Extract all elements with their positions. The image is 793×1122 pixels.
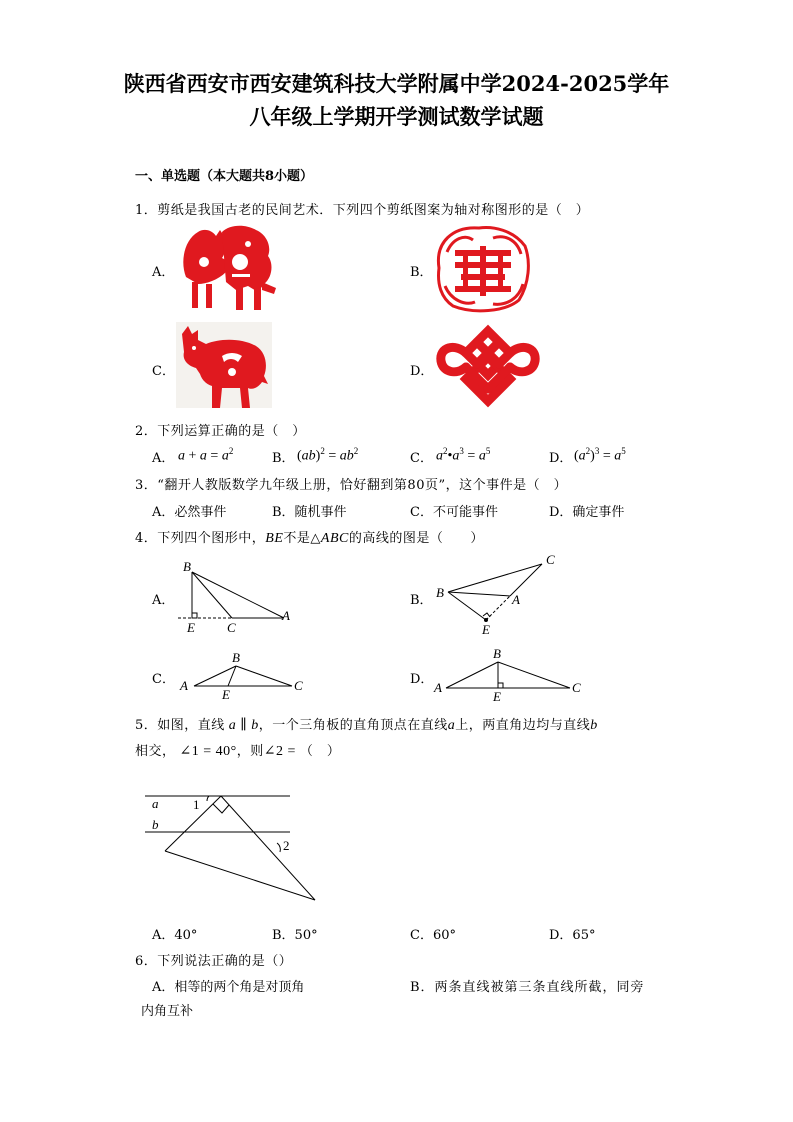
q6-option-b-continued: 内角互补 xyxy=(141,1004,194,1019)
q4-option-b-label: B． xyxy=(410,593,433,608)
q2-option-a-math: $a + a = a^2$ xyxy=(178,446,234,464)
q6-option-b: B．两条直线被第三条直线所截，同旁 xyxy=(410,980,645,995)
papercut-ox-image xyxy=(176,322,272,408)
q5-option-c: C．60° xyxy=(410,928,456,943)
section-header: 一、单选题（本大题共8小题） xyxy=(135,169,314,184)
q6-option-a: A．相等的两个角是对顶角 xyxy=(152,980,305,995)
q3-option-b: B．随机事件 xyxy=(272,505,347,520)
q2-option-d-label: D． xyxy=(549,451,573,466)
q4c-label-b: B xyxy=(232,650,240,665)
q4b-label-b: B xyxy=(436,585,444,600)
q2-option-c-label: C． xyxy=(410,451,433,466)
q4b-label-c: C xyxy=(546,552,555,567)
question-3-stem: 3．“翻开人教版数学九年级上册，恰好翻到第80页”，这个事件是（ ） xyxy=(135,478,568,493)
q2-option-b-math: $(ab)^2 = ab^2$ xyxy=(297,446,359,464)
q4-figure-c xyxy=(178,650,308,702)
q2-option-c-math: $a^2•a^3 = a^5$ xyxy=(436,446,491,464)
page-title-line2: 八年级上学期开学测试数学试题 xyxy=(249,104,544,129)
papercut-double-happiness-image xyxy=(433,222,533,314)
q4a-label-b: B xyxy=(183,559,191,574)
q1-option-c-label: C． xyxy=(152,364,175,379)
papercut-chinese-knot-image xyxy=(435,325,541,407)
q5-label-a: a xyxy=(152,796,159,811)
q4-option-a-label: A． xyxy=(152,593,175,608)
q1-option-d-label: D． xyxy=(410,364,434,379)
question-4-stem: 4．下列四个图形中，BE不是△ABC的高线的图是（ ） xyxy=(135,531,484,546)
q4-figure-a xyxy=(178,558,298,638)
q1-option-a-label: A． xyxy=(152,265,175,280)
q3-option-c: C．不可能事件 xyxy=(410,505,498,520)
question-5-line2: 相交， ∠1 = 40°，则∠2 = （ ） xyxy=(135,744,341,759)
q4a-label-e: E xyxy=(187,620,195,635)
page-title-line1: 陕西省西安市西安建筑科技大学附属中学2024-2025学年 xyxy=(123,71,670,96)
q5-label-angle2: 2 xyxy=(283,838,290,853)
q4-option-d-label: D． xyxy=(410,672,434,687)
q5-option-a: A．40° xyxy=(152,928,198,943)
q4c-label-e: E xyxy=(222,687,230,702)
q5-label-b: b xyxy=(152,817,159,832)
q4a-label-c: C xyxy=(227,620,236,635)
q3-option-d: D．确定事件 xyxy=(549,505,625,520)
q5-figure xyxy=(145,785,315,910)
q4c-label-a: A xyxy=(180,678,188,693)
q4d-label-a: A xyxy=(434,680,442,695)
question-6-stem: 6．下列说法正确的是（） xyxy=(135,954,293,969)
q4c-label-c: C xyxy=(294,678,303,693)
q4-figure-b xyxy=(432,550,562,640)
q5-option-d: D．65° xyxy=(549,928,596,943)
q4-option-c-label: C． xyxy=(152,672,175,687)
q4d-label-e: E xyxy=(493,689,501,704)
q5-option-b: B．50° xyxy=(272,928,318,943)
q4d-label-b: B xyxy=(493,646,501,661)
q5-label-angle1: 1 xyxy=(193,797,200,812)
q4a-label-a: A xyxy=(282,608,290,623)
q4b-label-a: A xyxy=(512,592,520,607)
q4d-label-c: C xyxy=(572,680,581,695)
papercut-rooster-tiger-image xyxy=(178,222,278,314)
q4-figure-d xyxy=(432,644,582,702)
question-5-line1: 5．如图，直线 a ∥ b，一个三角板的直角顶点在直线a上，两直角边均与直线b xyxy=(135,718,598,733)
q1-option-b-label: B． xyxy=(410,265,433,280)
q2-option-b-label: B． xyxy=(272,451,295,466)
q2-option-d-math: $(a^2)^3 = a^5$ xyxy=(574,446,626,464)
question-1-stem: 1．剪纸是我国古老的民间艺术．下列四个剪纸图案为轴对称图形的是（ ） xyxy=(135,203,590,218)
q4b-label-e: E xyxy=(482,622,490,637)
q3-option-a: A．必然事件 xyxy=(152,505,227,520)
q2-option-a-label: A． xyxy=(152,451,175,466)
question-2-stem: 2．下列运算正确的是（ ） xyxy=(135,424,306,439)
